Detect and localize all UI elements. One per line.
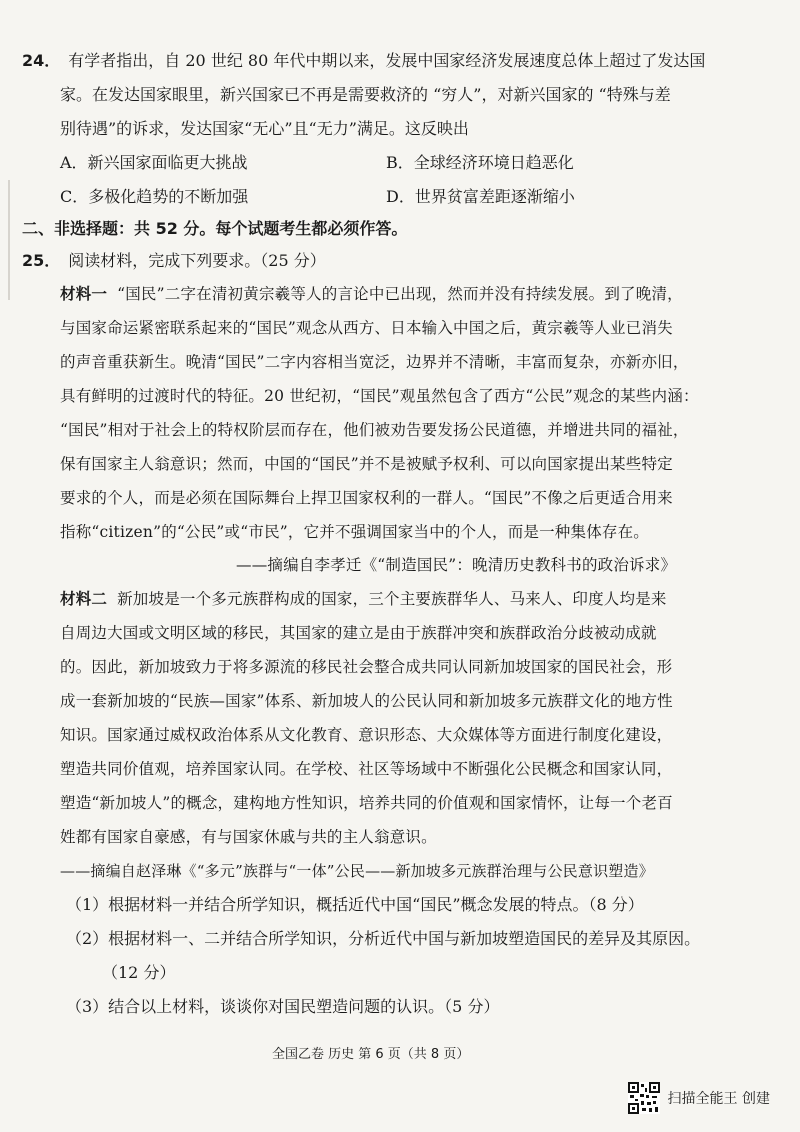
material1-label: 材料一 xyxy=(60,285,108,303)
material1-line-7: 要求的个人，而是必须在国际舞台上捍卫国家权利的一群人。“国民”不像之后更适合用来 xyxy=(60,489,673,507)
q24-option-b: B．全球经济环境日趋恶化 xyxy=(386,153,574,172)
q25-subquestion-2-score: （12 分） xyxy=(102,963,176,982)
scanner-watermark xyxy=(628,1082,770,1114)
scan-artifact xyxy=(8,180,10,300)
watermark-text: 扫描全能王 创建 xyxy=(667,1091,770,1107)
q24-number: 24． xyxy=(22,51,61,70)
q24-option-d: D．世界贫富差距逐渐缩小 xyxy=(386,187,575,206)
material1-source: ——摘编自李孝迁《“制造国民”：晚清历史教科书的政治诉求》 xyxy=(236,556,677,574)
q24-line-1: 24． 有学者指出，自 20 世纪 80 年代中期以来，发展中国家经济发展速度总体上超过了发达国 xyxy=(22,51,706,70)
q25-subquestion-1: （1）根据材料一并结合所学知识，概括近代中国“国民”概念发展的特点。（8 分） xyxy=(66,895,644,914)
section-2-heading: 二、非选择题：共 52 分。每个试题考生都必须作答。 xyxy=(22,219,408,238)
material2-line-1: 材料二 新加坡是一个多元族群构成的国家，三个主要族群华人、马来人、印度人均是来 xyxy=(60,590,667,608)
material2-line-6: 塑造共同价值观，培养国家认同。在学校、社区等场域中不断强化公民概念和国家认同， xyxy=(60,760,673,778)
material1-line-8: 指称“citizen”的“公民”或“市民”，它并不强调国家当中的个人，而是一种集体存在。 xyxy=(60,523,649,541)
q25-subquestion-2: （2）根据材料一、二并结合所学知识，分析近代中国与新加坡塑造国民的差异及其原因。 xyxy=(66,929,701,948)
material2-source: ——摘编自赵泽琳《“多元”族群与“一体”公民——新加坡多元族群治理与公民意识塑造》 xyxy=(60,862,654,880)
qr-code-icon xyxy=(628,1082,660,1114)
material1-line-3: 的声音重获新生。晚清“国民”二字内容相当宽泛，边界并不清晰，丰富而复杂，亦新亦旧， xyxy=(60,353,689,371)
q25-title: 25． 阅读材料，完成下列要求。（25 分） xyxy=(22,251,326,270)
material1-line-1: 材料一 “国民”二字在清初黄宗羲等人的言论中已出现，然而并没有持续发展。到了晚清， xyxy=(60,285,683,303)
material2-line-7: 塑造“新加坡人”的概念，建构地方性知识，培养共同的价值观和国家情怀，让每一个老百 xyxy=(60,794,673,812)
q24-line-2: 家。在发达国家眼里，新兴国家已不再是需要救济的 “穷人”，对新兴国家的 “特殊与差 xyxy=(60,85,671,104)
material2-line-3: 的。因此，新加坡致力于将多源流的移民社会整合成共同认同新加坡国家的国民社会，形 xyxy=(60,658,673,676)
material1-line-2: 与国家命运紧密联系起来的“国民”观念从西方、日本输入中国之后，黄宗羲等人业已消失 xyxy=(60,319,673,337)
material1-line-6: 保有国家主人翁意识；然而，中国的“国民”并不是被赋予权利、可以向国家提出某些特定 xyxy=(60,455,673,473)
material2-line-8: 姓都有国家自豪感，有与国家休戚与共的主人翁意识。 xyxy=(60,828,437,846)
material2-line-2: 自周边大国或文明区域的移民，其国家的建立是由于族群冲突和族群政治分歧被动成就 xyxy=(60,624,657,642)
material2-label: 材料二 xyxy=(60,590,108,608)
q24-option-c: C．多极化趋势的不断加强 xyxy=(60,187,249,206)
material1-line-4: 具有鲜明的过渡时代的特征。20 世纪初，“国民”观虽然包含了西方“公民”观念的某些内涵： xyxy=(60,387,699,405)
q24-option-a: A．新兴国家面临更大挑战 xyxy=(60,153,248,172)
page-footer: 全国乙卷 历史 第 6 页（共 8 页） xyxy=(272,1047,470,1062)
q25-subquestion-3: （3）结合以上材料，谈谈你对国民塑造问题的认识。（5 分） xyxy=(66,997,500,1016)
material2-line-5: 知识。国家通过威权政治体系从文化教育、意识形态、大众媒体等方面进行制度化建设， xyxy=(60,726,673,744)
material2-line-4: 成一套新加坡的“民族—国家”体系、新加坡人的公民认同和新加坡多元族群文化的地方性 xyxy=(60,692,673,710)
q25-number: 25． xyxy=(22,251,61,270)
q24-line-3: 别待遇”的诉求，发达国家“无心”且“无力”满足。这反映出 xyxy=(60,119,469,138)
material1-line-5: “国民”相对于社会上的特权阶层而存在，他们被劝告要发扬公民道德，并增进共同的福祉， xyxy=(60,421,689,439)
